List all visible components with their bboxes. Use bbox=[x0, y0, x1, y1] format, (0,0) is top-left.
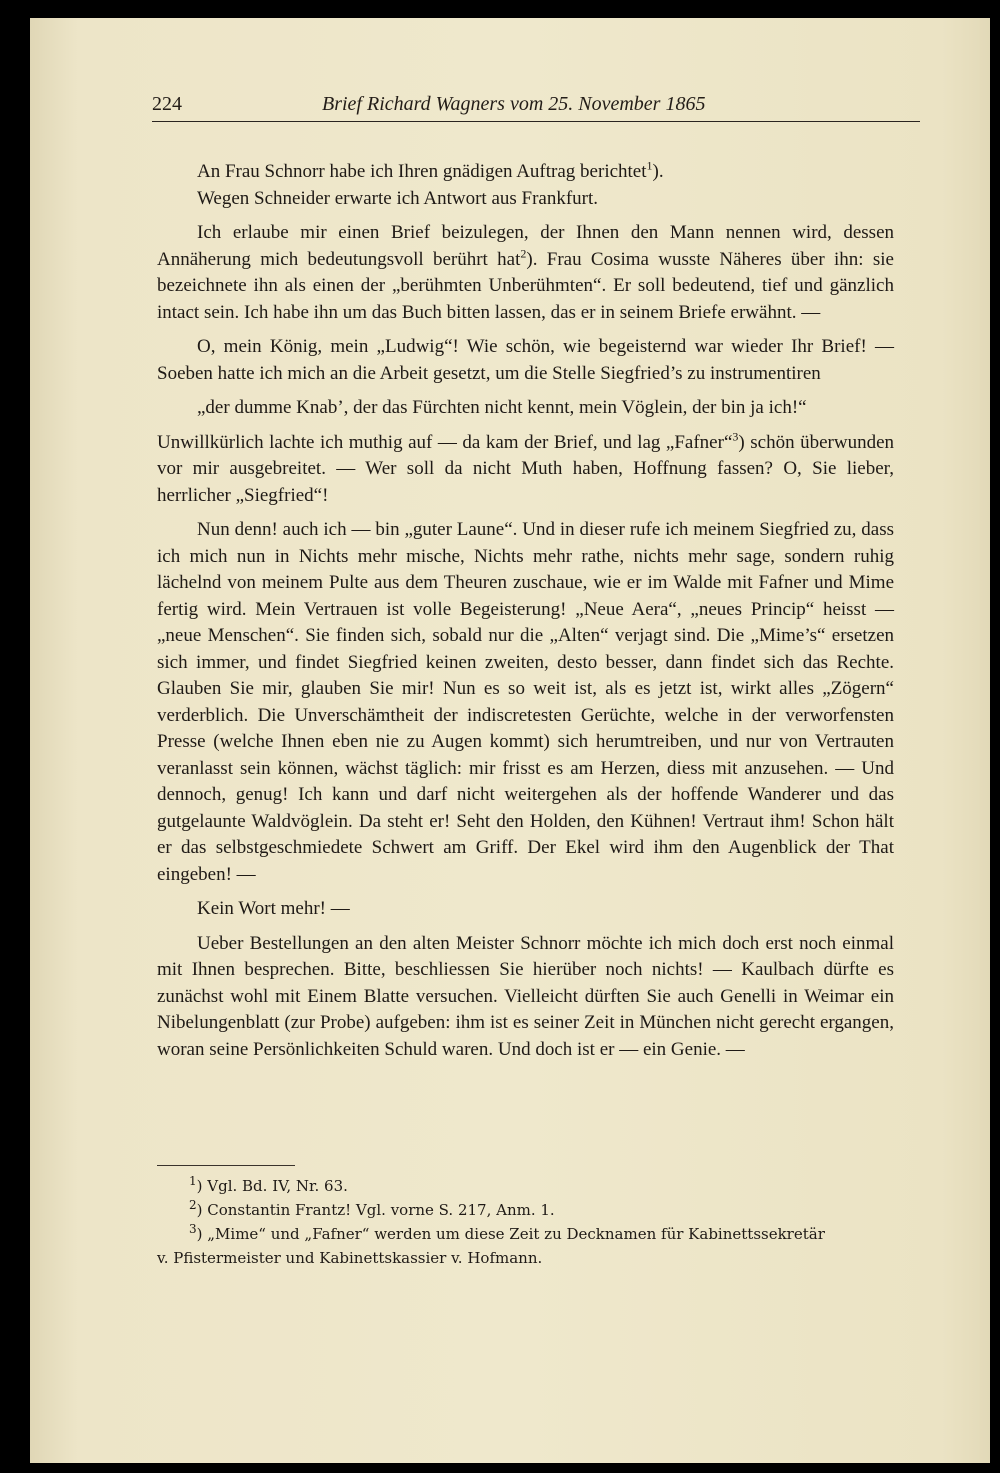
page-number: 224 bbox=[152, 93, 182, 115]
paragraph: Kein Wort mehr! — bbox=[197, 898, 350, 919]
paragraph: Nun denn! auch ich — bin „guter Laune“. Und in dieser rufe ich meinem Siegfried zu, dass ich mich nun in Nichts mehr mische, Nichts mehr rathe, nichts mehr sage, sondern ruhig lächelnd von meinem Pulte aus dem Theuren zuschaue, wie er im Walde mit Fafner und Mime fertig wird. Mein Vertrauen ist volle Begeisterung! „Neue Aera“, „neues Princip“ heisst — „neue Menschen“. Sie finden sich, sobald nur die „Alten“ verjagt sind. Die „Mime’s“ ersetzen sich immer, und findet Siegfried keinen zweiten, desto besser, dann findet sich das Rechte. Glauben Sie mir, glauben Sie mir! Nun es so weit ist, als es jetzt ist, wirkt alles „Zögern“ verderblich. Die Unverschämtheit der indiscretesten Gerüchte, welche in der verworfensten Presse (welche Ihnen eben nie zu Augen kommt) sich herumtreiben, und nur von Vertrauten veranlasst sein können, wächst täglich: mir frisst es am Herzen, diess mit anzusehen. — Und dennoch, genug! Ich kann und darf nicht weitergehen als der hoffende Wanderer und das gutgelaunte Waldvöglein. Da steht er! Seht den Holden, den Kühnen! Vertraut ihm! Schon hält er das selbstgeschmiedete Schwert am Griff. Der Ekel wird ihm den Augenblick der That eingeben! — bbox=[157, 519, 894, 885]
paragraph: Unwillkürlich lachte ich muthig auf — da kam der Brief, und lag „Fafner“$^3$) schön überwunden vor mir ausgebreitet. — Wer soll da nicht Muth haben, Hoffnung fassen? O, Sie lieber, herrlicher „Siegfried“! bbox=[157, 429, 895, 506]
footnote-continuation: v. Pfistermeister und Kabinettskassier v. Hofmann. bbox=[157, 1249, 543, 1267]
footnote: $^2$) Constantin Frantz! Vgl. vorne S. 217, Anm. 1. bbox=[189, 1198, 555, 1219]
paragraph: O, mein König, mein „Ludwig“! Wie schön, wie begeisternd war wieder Ihr Brief! — Soeben hatte ich mich an die Arbeit gesetzt, um die Stelle Siegfried’s zu instrumentiren bbox=[157, 336, 894, 384]
footnote-rule bbox=[157, 1165, 295, 1166]
footnote-ref: 2 bbox=[520, 246, 527, 261]
paragraph: Wegen Schneider erwarte ich Antwort aus Frankfurt. bbox=[197, 187, 599, 209]
footnote: $^3$) „Mime“ und „Fafner“ werden um diese Zeit zu Decknamen für Kabinettssekretär bbox=[189, 1222, 825, 1243]
footnote-ref: 1 bbox=[646, 158, 653, 173]
quoted-verse: „der dumme Knab’, der das Fürchten nicht kennt, mein Vöglein, der bin ja ich!“ bbox=[197, 397, 807, 418]
letter-body bbox=[157, 159, 894, 1071]
footnotes bbox=[157, 1174, 894, 1270]
paragraph: Ich erlaube mir einen Brief beizulegen, der Ihnen den Mann nennen wird, dessen Annäherung mich bedeutungsvoll berührt hat$^2$). Frau Cosima wusste Näheres über ihn: sie bezeichnete ihn als einen der „berühmten Unberühmten“. Er soll bedeutend, tief und gänzlich intact sein. Ich habe ihn um das Buch bitten lassen, das er in seinem Briefe erwähnt. — bbox=[157, 222, 894, 323]
page-header bbox=[152, 91, 920, 122]
running-title: Brief Richard Wagners vom 25. November 1865 bbox=[322, 93, 706, 115]
footnote-ref: 3 bbox=[732, 429, 739, 444]
paragraph: Ueber Bestellungen an den alten Meister Schnorr möchte ich mich doch erst noch einmal mit Ihnen besprechen. Bitte, beschliessen Sie hierüber noch nichts! — Kaulbach dürfte es zunächst wohl mit Einem Blatte versuchen. Vielleicht dürften Sie auch Genelli in Weimar ein Nibelungenblatt (zur Probe) aufgeben: ihm ist es seiner Zeit in München nicht gerecht ergangen, woran seine Persönlichkeiten Schuld waren. Und doch ist er — ein Genie. — bbox=[157, 932, 894, 1060]
footnote: $^1$) Vgl. Bd. IV, Nr. 63. bbox=[189, 1174, 348, 1195]
paragraph: An Frau Schnorr habe ich Ihren gnädigen Auftrag berichtet$^1$). bbox=[197, 158, 664, 182]
